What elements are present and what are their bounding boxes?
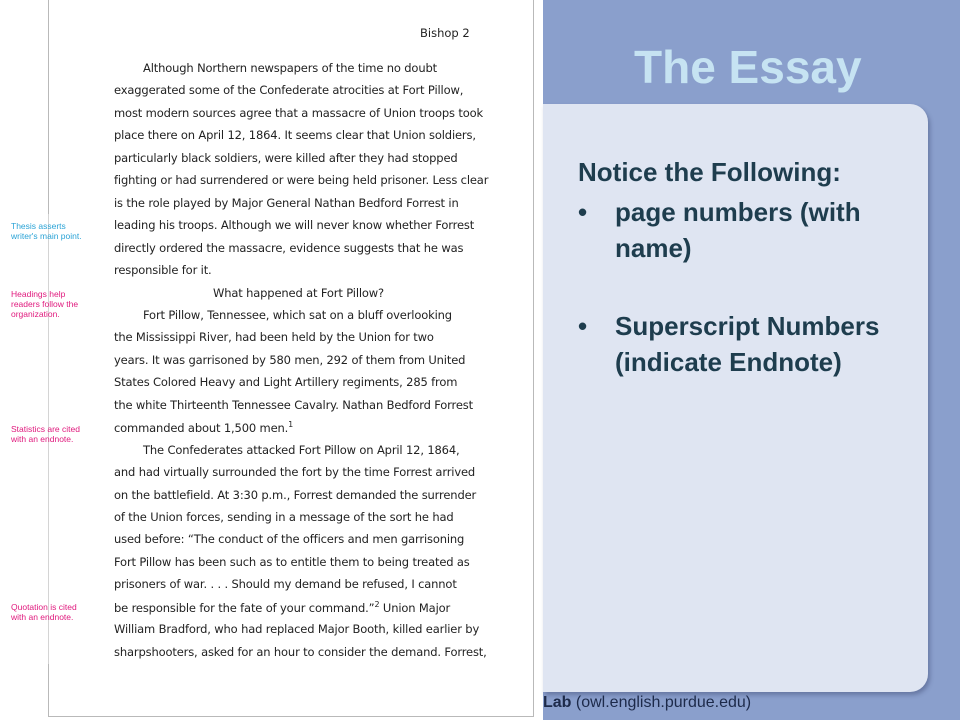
essay-line: [143, 443, 503, 457]
essay-line-text: What happened at Fort Pillow?: [213, 285, 385, 300]
margin-annotation: [11, 289, 101, 319]
essay-line-text: responsible for it.: [114, 263, 212, 278]
essay-line: [114, 218, 474, 232]
essay-line: [114, 196, 474, 210]
essay-line: [114, 375, 474, 389]
essay-line: [114, 555, 474, 569]
essay-line-text-after: Union Major: [379, 600, 451, 615]
essay-line: [143, 308, 503, 322]
essay-line: [114, 465, 474, 479]
essay-line-text: directly ordered the massacre, evidence suggests that he was: [114, 240, 464, 255]
essay-line-text: is the role played by Major General Nathan Bedford Forrest in: [114, 195, 459, 210]
essay-line-text: States Colored Heavy and Light Artillery regiments, 285 from: [114, 375, 458, 390]
essay-line-text: The Confederates attacked Fort Pillow on April 12, 1864,: [143, 442, 460, 457]
annotation-line: with an endnote.: [11, 434, 74, 444]
annotation-line: readers follow the: [11, 299, 79, 309]
essay-line-text: particularly black soldiers, were killed after they had stopped: [114, 150, 458, 165]
essay-line-text: prisoners of war. . . . Should my demand be refused, I cannot: [114, 577, 457, 592]
essay-line: [114, 128, 474, 142]
essay-line: [114, 241, 474, 255]
essay-line-text: place there on April 12, 1864. It seems clear that Union soldiers,: [114, 128, 476, 143]
essay-line-text: exaggerated some of the Confederate atrocities at Fort Pillow,: [114, 83, 464, 98]
bullet-text: Superscript Numbers (indicate Endnote): [615, 311, 880, 377]
footer-lab-label: Lab: [543, 694, 572, 711]
essay-line-text: years. It was garrisoned by 580 men, 292 of them from United: [114, 352, 466, 367]
essay-line: [114, 510, 474, 524]
annotation-line: with an endnote.: [11, 612, 74, 622]
essay-line-text: sharpshooters, asked for an hour to consider the demand. Forrest,: [114, 644, 487, 659]
essay-line: [114, 398, 474, 412]
essay-line: [114, 353, 474, 367]
essay-line-text: of the Union forces, sending in a message of the sort he had: [114, 510, 454, 524]
notice-heading: Notice the Following:: [578, 157, 841, 187]
essay-line-text: Fort Pillow has been such as to entitle them to being treated as: [114, 554, 470, 569]
essay-line-text: fighting or had surrendered or were being held prisoner. Less clear: [114, 173, 489, 188]
essay-line: [114, 83, 474, 97]
endnote-superscript: 1: [288, 420, 294, 430]
essay-line: [114, 532, 474, 546]
essay-line-text: used before: “The conduct of the officers and men garrisoning: [114, 532, 465, 547]
essay-line-text: Fort Pillow, Tennessee, which sat on a bluff overlooking: [143, 307, 452, 322]
bullet-dot-icon: •: [578, 197, 588, 227]
essay-line-text: leading his troops. Although we will never know whether Forrest: [114, 218, 475, 233]
bullet-text: page numbers (with name): [615, 197, 861, 263]
bullet-item: [578, 308, 923, 380]
annotation-line: Quotation is cited: [11, 602, 77, 612]
page-header: Bishop 2: [420, 26, 470, 40]
essay-line: [143, 61, 503, 75]
essay-line-text: most modern sources agree that a massacre of Union troops took: [114, 105, 484, 120]
essay-line-text: on the battlefield. At 3:30 p.m., Forrest demanded the surrender: [114, 487, 477, 502]
essay-line: [114, 622, 480, 637]
essay-line: [114, 600, 474, 615]
annotation-line: writer's main point.: [11, 231, 82, 241]
bullet-item: [578, 194, 923, 266]
margin-annotation: [11, 221, 101, 241]
essay-line-text: the Mississippi River, had been held by the Union for two: [114, 330, 434, 345]
essay-line: [114, 105, 484, 120]
content-panel: [543, 104, 928, 692]
essay-line-text: be responsible for the fate of your command.”: [114, 600, 375, 615]
essay-line-text: Although Northern newspapers of the time no doubt: [143, 61, 437, 75]
essay-line: [114, 263, 474, 277]
essay-line-text: commanded about 1,500 men.: [114, 421, 289, 436]
essay-line: [114, 330, 474, 344]
essay-line: [114, 487, 477, 502]
essay-line: [114, 644, 487, 659]
endnote-superscript: 2: [374, 599, 380, 609]
essay-line: [114, 151, 474, 165]
margin-annotation: [11, 602, 101, 622]
slide-title: The Essay: [634, 41, 862, 93]
section-heading: [213, 286, 573, 300]
annotation-line: Headings help: [11, 289, 66, 299]
annotation-line: Statistics are cited: [11, 424, 80, 434]
essay-line-text: the white Thirteenth Tennessee Cavalry. Nathan Bedford Forrest: [114, 397, 473, 412]
essay-line: [114, 420, 474, 435]
footer-credit: [543, 694, 751, 712]
essay-line-text: and had virtually surrounded the fort by the time Forrest arrived: [114, 465, 476, 480]
footer-url: (owl.english.purdue.edu): [571, 694, 752, 711]
annotation-line: Thesis asserts: [11, 221, 66, 231]
annotation-line: organization.: [11, 309, 60, 319]
margin-annotation: [11, 424, 101, 444]
essay-line-text: William Bradford, who had replaced Major Booth, killed earlier by: [114, 622, 480, 637]
essay-line: [114, 577, 474, 591]
bullet-dot-icon: •: [578, 311, 588, 341]
essay-line: [114, 173, 489, 188]
